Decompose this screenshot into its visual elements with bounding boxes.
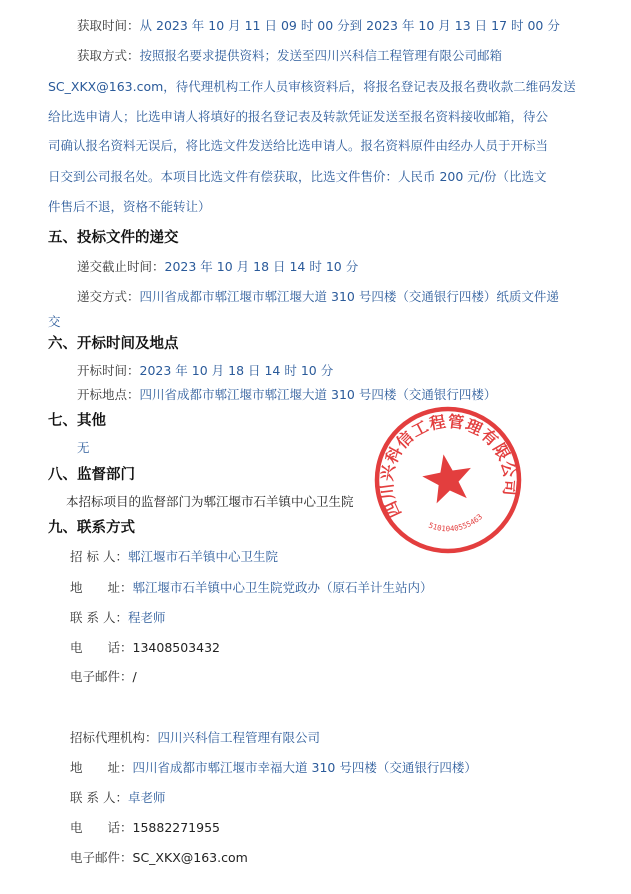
tenderer-address-line bbox=[70, 580, 433, 596]
agency-name-value: 四川兴科信工程管理有限公司 bbox=[157, 730, 321, 745]
tenderer-name-label: 招 标 人： bbox=[70, 549, 128, 564]
acquisition-method-line bbox=[77, 48, 502, 64]
acquisition-method-text-5: 日交到公司报名处。本项目比选文件有偿获取，比选文件售价：人民币 200 元/份（比选文 bbox=[48, 169, 547, 184]
submission-deadline-label: 递交截止时间： bbox=[77, 259, 165, 274]
submission-method-label: 递交方式： bbox=[77, 289, 140, 304]
agency-address-label: 地 址： bbox=[70, 760, 133, 775]
tenderer-contact-value: 程老师 bbox=[127, 610, 166, 625]
section-7-heading: 七、其他 bbox=[48, 413, 106, 429]
tenderer-phone-value: 13408503432 bbox=[132, 640, 220, 655]
opening-place-label: 开标地点： bbox=[77, 387, 140, 402]
acquisition-method-text-4: 司确认报名资料无误后，将比选文件发送给比选申请人。报名资料原件由经办人员于开标当 bbox=[48, 138, 549, 153]
opening-place-line bbox=[77, 387, 496, 403]
agency-phone-line bbox=[70, 820, 220, 836]
agency-contact-value: 卓老师 bbox=[127, 790, 166, 805]
tenderer-name-value: 郫江堰市石羊镇中心卫生院 bbox=[127, 549, 278, 564]
agency-contact-line bbox=[70, 790, 165, 806]
agency-name-line bbox=[70, 730, 320, 746]
opening-time-value: 2023 年 10 月 18 日 14 时 10 分 bbox=[139, 363, 334, 378]
section-5-heading: 五、投标文件的递交 bbox=[48, 230, 179, 246]
other-content: 无 bbox=[77, 440, 90, 455]
opening-time-label: 开标时间： bbox=[77, 363, 140, 378]
section-8-heading: 八、监督部门 bbox=[48, 467, 135, 483]
tenderer-email-label: 电子邮件： bbox=[70, 669, 133, 684]
submission-deadline-line bbox=[77, 259, 358, 275]
company-seal bbox=[372, 404, 524, 556]
acquisition-method-label: 获取方式： bbox=[77, 48, 140, 63]
tenderer-email-line bbox=[70, 669, 137, 685]
tenderer-contact-label: 联 系 人： bbox=[70, 610, 128, 625]
seal-company-text: 四川兴科信工程管理有限公司 bbox=[377, 411, 521, 521]
agency-email-label: 电子邮件： bbox=[70, 850, 133, 865]
tenderer-address-value: 郫江堰市石羊镇中心卫生院党政办（原石羊计生站内） bbox=[132, 580, 433, 595]
acquisition-time-line bbox=[77, 18, 560, 34]
tenderer-email-value: / bbox=[132, 669, 137, 684]
acquisition-time-label: 获取时间： bbox=[77, 18, 140, 33]
acquisition-method-text-6: 件售后不退，资格不能转让） bbox=[48, 199, 211, 214]
seal-star-icon bbox=[419, 450, 476, 505]
supervision-content: 本招标项目的监督部门为郫江堰市石羊镇中心卫生院 bbox=[66, 494, 354, 509]
tenderer-phone-line bbox=[70, 640, 220, 656]
agency-email-line bbox=[70, 850, 248, 866]
opening-time-line bbox=[77, 363, 333, 379]
agency-phone-value: 15882271955 bbox=[132, 820, 220, 835]
agency-address-value: 四川省成都市郫江堰市幸福大道 310 号四楼（交通银行四楼） bbox=[132, 760, 477, 775]
agency-email-value: SC_XKX@163.com bbox=[132, 850, 248, 865]
submission-method-value-cont: 交 bbox=[48, 314, 61, 329]
seal-number-text: 5101040555463 bbox=[427, 512, 485, 534]
submission-method-value: 四川省成都市郫江堰市郫江堰大道 310 号四楼（交通银行四楼）纸质文件递 bbox=[139, 289, 559, 304]
acquisition-time-value: 从 2023 年 10 月 11 日 09 时 00 分到 2023 年 10 月 13 日 17 时 00 分 bbox=[139, 18, 560, 33]
tenderer-contact-line bbox=[70, 610, 165, 626]
agency-phone-label: 电 话： bbox=[70, 820, 133, 835]
acquisition-method-text-2: SC_XKX@163.com，待代理机构工作人员审核资料后，将报名登记表及报名费收款二维码发送 bbox=[48, 79, 576, 94]
agency-name-label: 招标代理机构： bbox=[70, 730, 158, 745]
agency-contact-label: 联 系 人： bbox=[70, 790, 128, 805]
tenderer-name-line bbox=[70, 549, 278, 565]
tenderer-phone-label: 电 话： bbox=[70, 640, 133, 655]
section-9-heading: 九、联系方式 bbox=[48, 520, 135, 536]
section-6-heading: 六、开标时间及地点 bbox=[48, 336, 179, 352]
acquisition-method-text-3: 给比选申请人；比选申请人将填好的报名登记表及转款凭证发送至报名资料接收邮箱，待公 bbox=[48, 109, 549, 124]
tenderer-address-label: 地 址： bbox=[70, 580, 133, 595]
acquisition-method-text-1: 按照报名要求提供资料；发送至四川兴科信工程管理有限公司邮箱 bbox=[139, 48, 503, 63]
opening-place-value: 四川省成都市郫江堰市郫江堰大道 310 号四楼（交通银行四楼） bbox=[139, 387, 497, 402]
submission-deadline-value: 2023 年 10 月 18 日 14 时 10 分 bbox=[164, 259, 359, 274]
agency-address-line bbox=[70, 760, 477, 776]
submission-method-line bbox=[77, 289, 559, 305]
